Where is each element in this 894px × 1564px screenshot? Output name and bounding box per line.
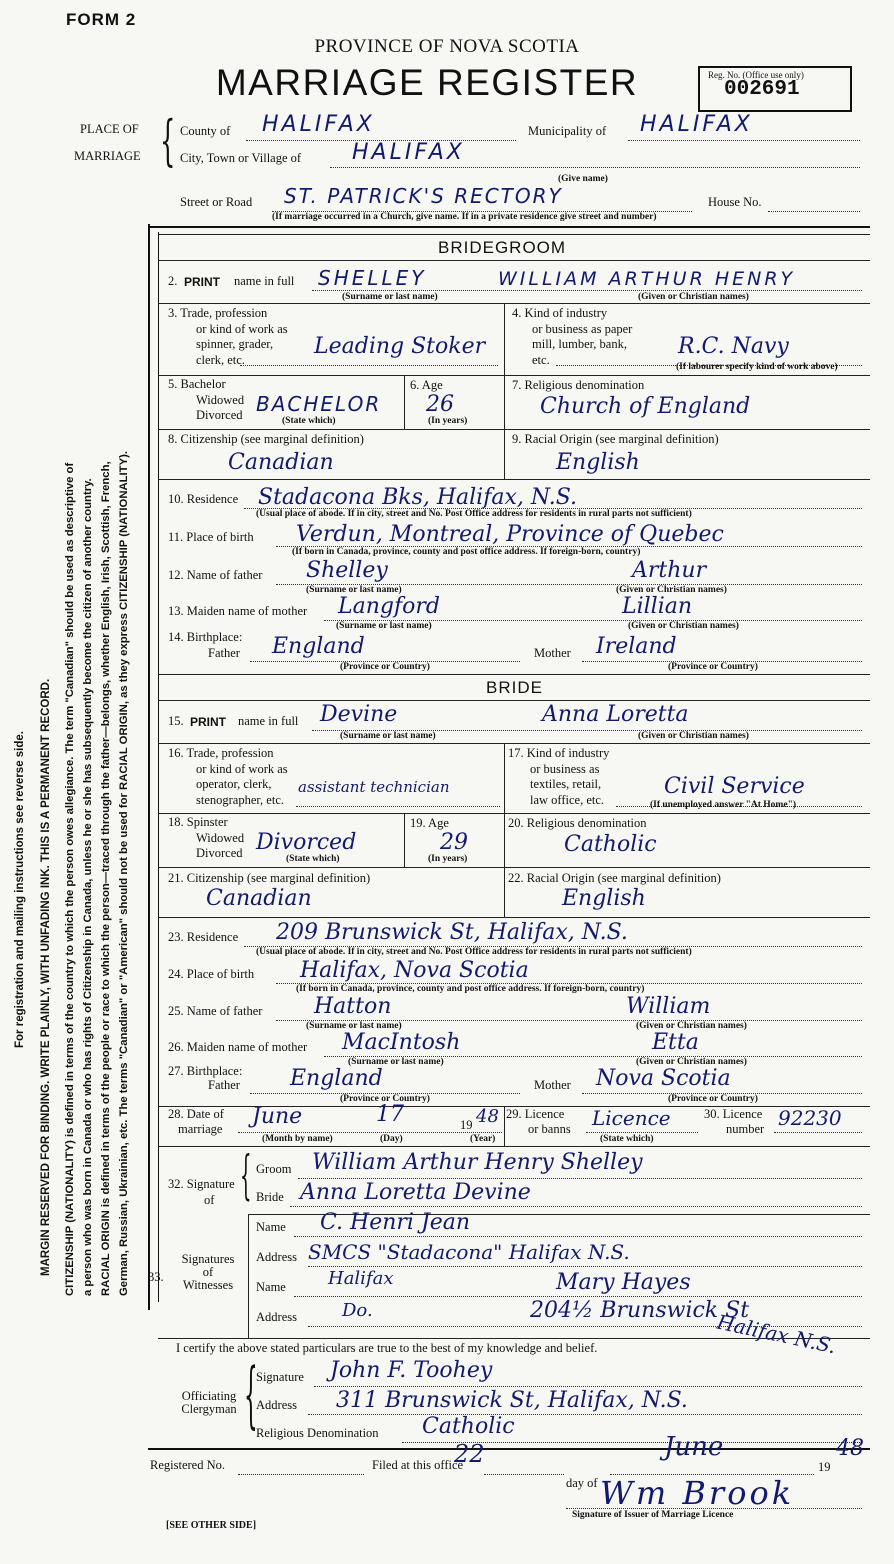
q10-label: 10. Residence	[168, 492, 239, 506]
marriage-vrule	[504, 1106, 505, 1146]
q20-label: 20. Religious denomination	[508, 816, 647, 830]
house-line	[768, 211, 860, 212]
q11-label: 11. Place of birth	[168, 530, 254, 544]
groom-father-birth: England	[272, 634, 365, 659]
q15-label: name in full	[238, 714, 299, 728]
q4-note: (If labourer specify kind of work above)	[676, 362, 838, 372]
w2-name-line	[294, 1296, 862, 1297]
filed-label: Filed at this office	[372, 1458, 464, 1472]
q14-label: 14. Birthplace:	[168, 630, 243, 644]
q33-num: 33.	[148, 1270, 164, 1284]
municipality-label: Municipality of	[528, 124, 607, 138]
bride-head-rule	[158, 700, 870, 701]
reg-number-label: Reg. No. (Office use only)	[708, 70, 804, 80]
q3-line	[240, 365, 498, 366]
municipality-line	[628, 140, 860, 141]
q12-surname-note: (Surname or last name)	[306, 585, 402, 595]
officiating-address-label: Address	[256, 1398, 297, 1412]
officiating-denom-label: Religious Denomination	[256, 1426, 379, 1440]
county-value: HALIFAX	[262, 112, 375, 137]
q15-given-note: (Given or Christian names)	[638, 731, 749, 741]
q13-surname-note: (Surname or last name)	[336, 621, 432, 631]
groom-rule-4	[158, 479, 870, 480]
officiating-address: 311 Brunswick St, Halifax, N.S.	[336, 1388, 688, 1413]
q21-label: 21. Citizenship (see marginal definition)	[168, 871, 371, 885]
q13-given-note: (Given or Christian names)	[628, 621, 739, 631]
q28-day-note: (Day)	[380, 1134, 403, 1144]
q32-label: 32. Signature of	[168, 1177, 235, 1207]
bride-trade: assistant technician	[298, 778, 450, 796]
q5-note: (State which)	[282, 416, 336, 426]
w1-address-label: Address	[256, 1250, 297, 1264]
bride-father-given: William	[626, 994, 711, 1019]
groom-age: 26	[426, 392, 454, 417]
officiating-sig-line	[314, 1386, 862, 1387]
marriage-day: 17	[376, 1102, 404, 1127]
street-value: ST. PATRICK'S RECTORY	[284, 184, 563, 208]
w1-address-extra: Halifax	[328, 1268, 394, 1289]
form-inner-border	[158, 232, 159, 1302]
q9-label: 9. Racial Origin (see marginal definition)	[512, 432, 719, 446]
q14-father-note: (Province or Country)	[340, 662, 430, 672]
bride-rule-1	[158, 743, 870, 744]
groom-residence: Stadacona Bks, Halifax, N.S.	[258, 485, 577, 510]
groom-given: WILLIAM ARTHUR HENRY	[498, 268, 796, 290]
w2-address: 204½ Brunswick St	[530, 1298, 750, 1323]
bride-industry: Civil Service	[664, 774, 805, 799]
bride-citizenship: Canadian	[206, 886, 312, 911]
q17-note: (If unemployed answer "At Home")	[650, 800, 797, 810]
bride-age: 29	[440, 830, 468, 855]
form-top-inner	[158, 234, 870, 235]
bride-rule-4	[158, 917, 870, 918]
officiating-denomination: Catholic	[422, 1414, 515, 1439]
filed-year: 48	[836, 1436, 864, 1461]
issuer-line	[566, 1508, 862, 1509]
q5-label: 5. Bachelor Widowed Divorced	[168, 377, 245, 422]
q30-line	[774, 1132, 862, 1133]
groom-mother-birth: Ireland	[596, 634, 677, 659]
street-label: Street or Road	[180, 195, 253, 209]
q3-label: 3. Trade, profession or kind of work as spinner, grader, clerk, etc.	[168, 306, 288, 367]
sig-brace: {	[240, 1146, 252, 1206]
bride-vrule-2	[404, 813, 405, 867]
witness-vrule	[248, 1214, 249, 1338]
licence-type: Licence	[592, 1106, 671, 1130]
city-label: City, Town or Village of	[180, 151, 302, 165]
groom-sig-label: Groom	[256, 1162, 292, 1176]
side-note-2: MARGIN RESERVED FOR BINDING. WRITE PLAINLY, WITH UNFADING INK. THIS IS A PERMANENT RECORD.	[40, 678, 52, 1276]
bride-rule-2	[158, 813, 870, 814]
q8-label: 8. Citizenship (see marginal definition)	[168, 432, 364, 446]
q6-note: (In years)	[428, 416, 468, 426]
sig-top-rule	[158, 1146, 870, 1147]
q22-label: 22. Racial Origin (see marginal definition)	[508, 871, 721, 885]
officiating-sig-label: Signature	[256, 1370, 304, 1384]
w2-name: Mary Hayes	[556, 1270, 691, 1295]
side-note-5: RACIAL ORIGIN is defined in terms of the people or race to which the person—traced through the father—belongs, whether English, Irish, Scottish, French,	[100, 461, 112, 1296]
q29-note: (State which)	[600, 1134, 654, 1144]
q19-note: (In years)	[428, 854, 468, 864]
q27-father-label: Father	[208, 1078, 240, 1092]
q28-year-note: (Year)	[470, 1134, 496, 1144]
bride-signature: Anna Loretta Devine	[300, 1180, 531, 1205]
groom-vrule-4	[504, 429, 505, 479]
officiating-signature: John F. Toohey	[330, 1358, 493, 1383]
q27-mother-label: Mother	[534, 1078, 571, 1092]
q12-label: 12. Name of father	[168, 568, 263, 582]
groom-mother-surname: Langford	[338, 594, 440, 619]
q26-label: 26. Maiden name of mother	[168, 1040, 308, 1054]
side-note-6: German, Russian, Ukrainian, etc. The terms "Canadian" or "American" should not be used for RACIAL ORIGIN, as they express CITIZENSHIP (NATIONALITY).	[118, 450, 130, 1296]
w2-address-left: Do.	[342, 1300, 373, 1321]
groom-rule-3	[158, 429, 870, 430]
groom-citizenship: Canadian	[228, 450, 334, 475]
w2-address-extra: Halifax N.S.	[714, 1309, 839, 1359]
bride-status: Divorced	[256, 830, 357, 855]
w1-address-line	[308, 1266, 862, 1267]
groom-industry: R.C. Navy	[678, 334, 789, 359]
q2-given-note: (Given or Christian names)	[638, 292, 749, 302]
q29-label: 29. Licence or banns	[506, 1107, 571, 1136]
q19-label: 19. Age	[410, 816, 449, 830]
bride-mother-given: Etta	[652, 1030, 699, 1055]
q2-num: 2.	[168, 274, 178, 288]
bride-religion: Catholic	[564, 832, 657, 857]
marriage-month: June	[252, 1104, 303, 1129]
form-left-border	[148, 224, 150, 1310]
bride-father-birth: England	[290, 1066, 383, 1091]
q28-month-note: (Month by name)	[262, 1134, 333, 1144]
filed-day: 22	[454, 1440, 485, 1468]
q23-note: (Usual place of abode. If in city, street and No. Post Office address for residents in rural parts not sufficient)	[256, 947, 692, 957]
groom-origin: English	[556, 450, 640, 475]
q17-label: 17. Kind of industry or business as textiles, retail, law office, etc.	[508, 746, 610, 807]
street-note: (If marriage occurred in a Church, give name. If in a private residence give street and number)	[272, 212, 657, 222]
bride-origin: English	[562, 886, 646, 911]
w1-address: SMCS "Stadacona" Halifax N.S.	[308, 1240, 630, 1264]
issuer-label: Signature of Issuer of Marriage Licence	[572, 1510, 734, 1520]
section-bride: BRIDE	[486, 678, 543, 697]
q24-label: 24. Place of birth	[168, 967, 255, 981]
bride-rule-3	[158, 867, 870, 868]
bride-mother-birth: Nova Scotia	[596, 1066, 731, 1091]
q14-mother-label: Mother	[534, 646, 571, 660]
filed-year-prefix: 19	[818, 1460, 831, 1474]
bride-mother-surname: MacIntosh	[342, 1030, 461, 1055]
w1-name-line	[294, 1236, 862, 1237]
q28-label: 28. Date of marriage	[168, 1107, 224, 1136]
form-top-border	[148, 226, 870, 228]
q23-label: 23. Residence	[168, 930, 239, 944]
bride-sig-line	[290, 1206, 862, 1207]
q29-line	[586, 1132, 698, 1133]
q18-label: 18. Spinster Widowed Divorced	[168, 815, 245, 860]
section-bridegroom: BRIDEGROOM	[438, 238, 567, 257]
q10-note: (Usual place of abode. If in city, street and No. Post Office address for residents in rural parts not sufficient)	[256, 509, 692, 519]
q16-line	[296, 806, 500, 807]
issuer-signature: Wm Brook	[600, 1474, 795, 1512]
officiating-address-line	[308, 1414, 862, 1415]
filed-day-line	[484, 1474, 564, 1475]
w2-address-label: Address	[256, 1310, 297, 1324]
q26-given-note: (Given or Christian names)	[636, 1057, 747, 1067]
groom-vrule-3	[504, 375, 505, 429]
bride-father-surname: Hatton	[314, 994, 392, 1019]
q15-num: 15.	[168, 714, 184, 728]
q30-label: 30. Licence number	[704, 1107, 765, 1136]
groom-surname: SHELLEY	[318, 266, 427, 290]
q25-surname-note: (Surname or last name)	[306, 1021, 402, 1031]
q14-father-label: Father	[208, 646, 240, 660]
q2-line	[312, 290, 862, 291]
reg-number-box	[698, 66, 852, 112]
q16-label: 16. Trade, profession or kind of work as operator, clerk, stenographer, etc.	[168, 746, 288, 807]
groom-rule-1	[158, 303, 870, 304]
q15-surname-note: (Surname or last name)	[340, 731, 436, 741]
give-name-note: (Give name)	[558, 174, 608, 184]
bride-vrule-1	[504, 743, 505, 813]
q24-note: (If born in Canada, province, county and post office address. If foreign-born, country)	[296, 984, 645, 994]
q4-label: 4. Kind of industry or business as paper mill, lumber, bank, etc.	[512, 306, 633, 367]
licence-number: 92230	[778, 1106, 842, 1130]
q26-surname-note: (Surname or last name)	[348, 1057, 444, 1067]
q2-print: PRINT	[184, 275, 220, 289]
groom-signature: William Arthur Henry Shelley	[312, 1150, 643, 1175]
day-of-label: day of	[566, 1476, 598, 1490]
w1-name: C. Henri Jean	[320, 1210, 471, 1235]
q25-given-note: (Given or Christian names)	[636, 1021, 747, 1031]
q7-label: 7. Religious denomination	[512, 378, 645, 392]
reg-number-value: 002691	[724, 78, 800, 101]
bride-top-rule	[158, 674, 870, 675]
witness-label: Signatures of Witnesses	[181, 1252, 235, 1292]
q18-note: (State which)	[286, 854, 340, 864]
form-number: FORM 2	[66, 10, 137, 29]
officiating-label: Officiating Clergyman	[181, 1389, 237, 1416]
form-bottom-border	[148, 1448, 870, 1450]
groom-vrule-1	[504, 303, 505, 375]
q12-given-note: (Given or Christian names)	[616, 585, 727, 595]
registered-line	[238, 1474, 364, 1475]
groom-head-rule	[158, 260, 870, 261]
city-line	[330, 167, 860, 168]
q27-mother-note: (Province or Country)	[668, 1094, 758, 1104]
officiating-brace: {	[244, 1352, 258, 1436]
bride-sig-label: Bride	[256, 1190, 284, 1204]
place-label-2: MARRIAGE	[74, 149, 141, 163]
q14-mother-note: (Province or Country)	[668, 662, 758, 672]
place-label-1: PLACE OF	[80, 122, 139, 136]
see-other-side: [SEE OTHER SIDE]	[166, 1520, 257, 1531]
marriage-year-prefix: 19	[460, 1118, 473, 1132]
filed-month: June	[664, 1432, 724, 1462]
groom-father-given: Arthur	[632, 558, 707, 583]
groom-trade: Leading Stoker	[314, 334, 486, 359]
groom-vrule-2	[404, 375, 405, 429]
groom-religion: Church of England	[540, 394, 751, 419]
groom-status: BACHELOR	[256, 392, 382, 416]
q6-label: 6. Age	[410, 378, 443, 392]
bride-residence: 209 Brunswick St, Halifax, N.S.	[276, 920, 628, 945]
bride-vrule-3	[504, 813, 505, 867]
q2-label: name in full	[234, 274, 295, 288]
side-note-1: For registration and mailing instructions see reverse side.	[14, 731, 26, 1048]
marriage-year: 48	[476, 1106, 499, 1127]
q2-surname-note: (Surname or last name)	[342, 292, 438, 302]
q27-label: 27. Birthplace:	[168, 1064, 243, 1078]
groom-sig-line	[298, 1178, 862, 1179]
place-brace: {	[160, 109, 176, 172]
county-label: County of	[180, 124, 231, 138]
side-note-3: CITIZENSHIP (NATIONALITY) is defined in terms of the country to which the person owes allegiance. The term "Canadian" should be used as descriptive of	[64, 462, 76, 1296]
w2-name-label: Name	[256, 1280, 286, 1294]
bride-surname: Devine	[320, 702, 398, 727]
groom-rule-2	[158, 375, 870, 376]
side-note-4: a person who was born in Canada or who has rights of Citizenship in Canada, unless he or she has subsequently become the citizen of another country.	[82, 478, 94, 1296]
bride-birthplace: Halifax, Nova Scotia	[300, 958, 529, 983]
province-heading: PROVINCE OF NOVA SCOTIA	[314, 36, 580, 57]
city-value: HALIFAX	[352, 140, 465, 165]
registered-label: Registered No.	[150, 1458, 225, 1472]
municipality-value: HALIFAX	[640, 112, 753, 137]
q15-print: PRINT	[190, 715, 226, 729]
q13-label: 13. Maiden name of mother	[168, 604, 308, 618]
certify-text: I certify the above stated particulars are true to the best of my knowledge and belief.	[176, 1341, 598, 1355]
house-label: House No.	[708, 195, 762, 209]
q25-label: 25. Name of father	[168, 1004, 263, 1018]
q27-father-note: (Province or Country)	[340, 1094, 430, 1104]
w1-name-label: Name	[256, 1220, 286, 1234]
page-title: MARRIAGE REGISTER	[215, 62, 639, 103]
bride-given: Anna Loretta	[542, 702, 689, 727]
groom-father-surname: Shelley	[306, 558, 388, 583]
groom-mother-given: Lillian	[622, 594, 693, 619]
bride-vrule-4	[504, 867, 505, 917]
q11-note: (If born in Canada, province, county and post office address. If foreign-born, country)	[292, 547, 641, 557]
groom-birthplace: Verdun, Montreal, Province of Quebec	[296, 522, 724, 547]
